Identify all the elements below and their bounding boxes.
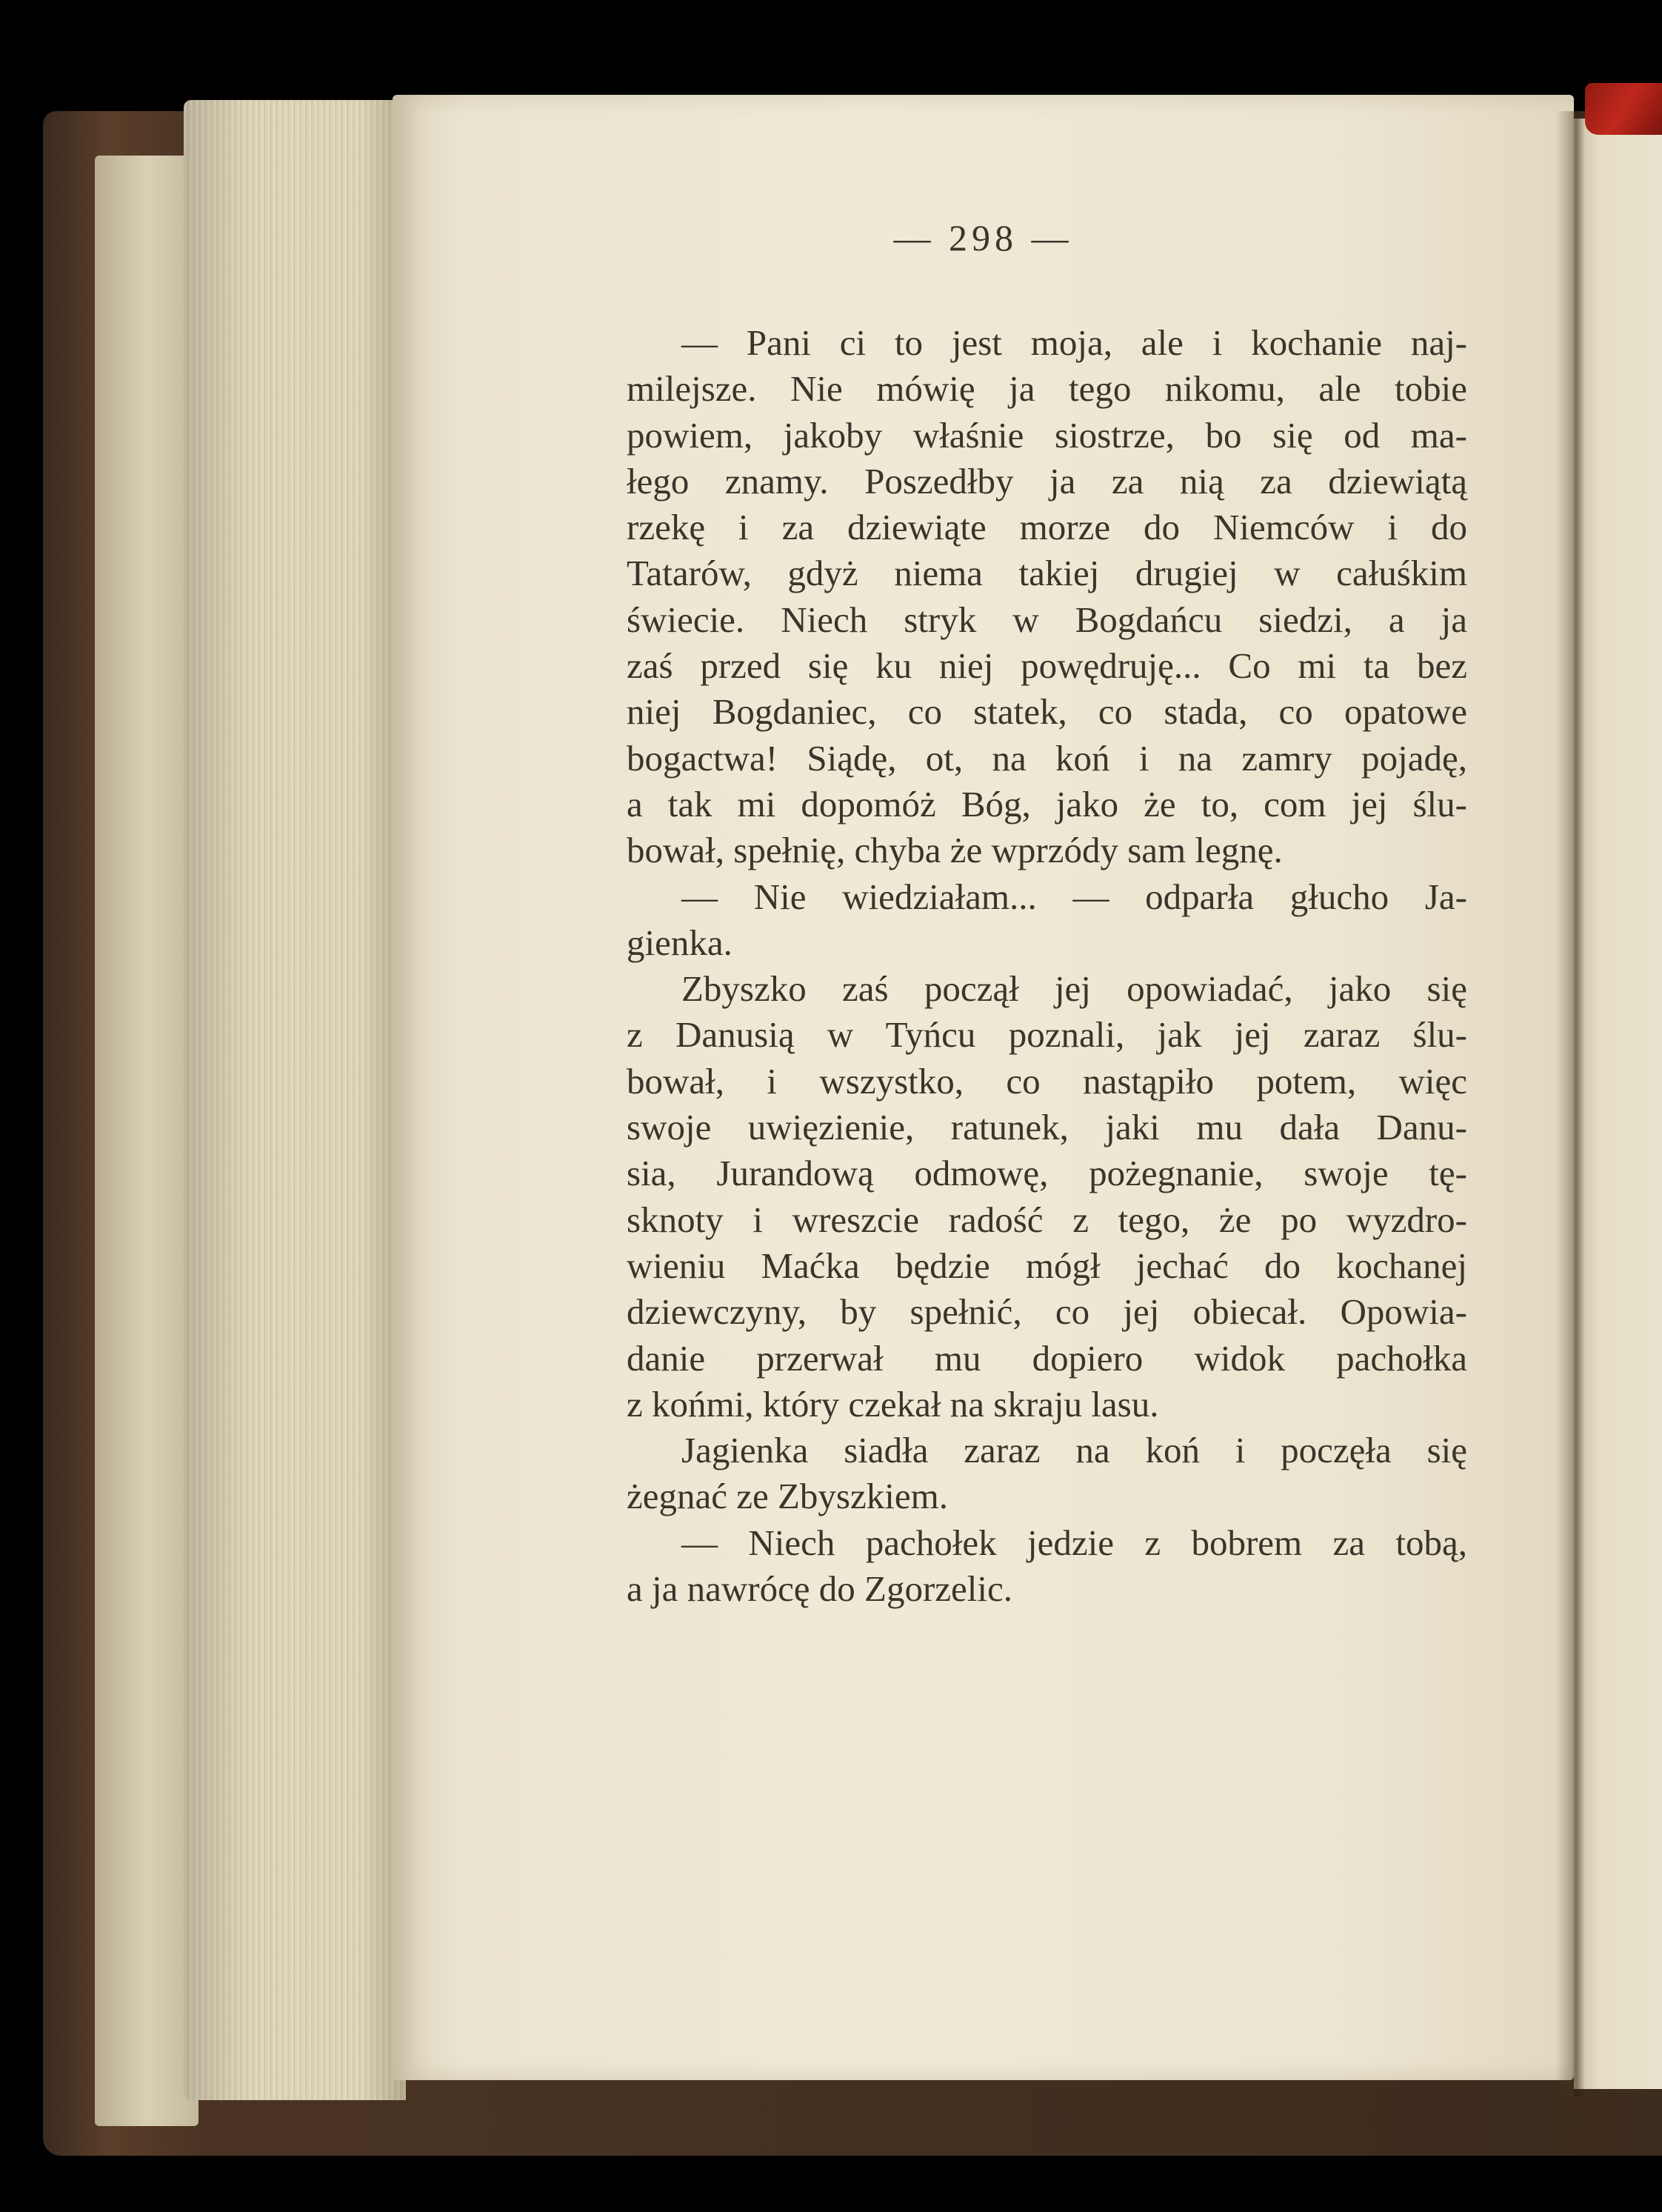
text-line: świecie. Niech stryk w Bogdańcu siedzi, a ja [627,599,1467,640]
book-gutter [1555,111,1585,2096]
text-line: — Nie wiedziałam... — odparła głucho Ja- [681,876,1467,917]
text-line: bował, spełnię, chyba że wprzódy sam legnę. [627,830,1283,871]
facing-page [1574,119,1662,2089]
text-line: dziewczyny, by spełnić, co jej obiecał. Opowia- [627,1291,1467,1333]
text-line: sknoty i wreszcie radość z tego, że po wyzdro- [627,1199,1467,1240]
text-line: wieniu Maćka będzie mógł jechać do kochanej [627,1245,1467,1286]
text-line: z Danusią w Tyńcu poznali, jak jej zaraz ślu- [627,1014,1467,1056]
page-number: — 298 — [893,217,1073,259]
text-line: swoje uwięzienie, ratunek, jaki mu dała Danu- [627,1107,1467,1148]
text-line: z końmi, który czekał na skraju lasu. [627,1383,1159,1425]
text-line: Zbyszko zaś począł jej opowiadać, jako się [681,968,1467,1010]
text-line: sia, Jurandową odmowę, pożegnanie, swoje tę- [627,1153,1467,1194]
text-line: rzekę i za dziewiąte morze do Niemców i do [627,507,1467,548]
text-line: a tak mi dopomóż Bóg, jako że to, com jej ślu- [627,783,1467,824]
text-line: zaś przed się ku niej powędruję... Co mi ta bez [627,645,1467,687]
text-line: bował, i wszystko, co nastąpiło potem, więc [627,1060,1467,1102]
page-text [627,320,1467,1612]
bookmark-ribbon [1585,83,1662,135]
text-line: łego znamy. Poszedłby ja za nią za dziewiątą [627,460,1467,502]
text-line: danie przerwał mu dopiero widok pachołka [627,1337,1467,1379]
cover-inner-board [95,156,198,2126]
text-line: żegnać ze Zbyszkiem. [627,1476,948,1517]
text-line: bogactwa! Siądę, ot, na koń i na zamry pojadę, [627,737,1467,779]
text-line: milejsze. Nie mówię ja tego nikomu, ale tobie [627,368,1467,410]
text-line: — Niech pachołek jedzie z bobrem za tobą, [681,1522,1467,1563]
text-line: Jagienka siadła zaraz na koń i poczęła się [681,1430,1467,1471]
text-line: gienka. [627,922,732,963]
text-line: — Pani ci to jest moja, ale i kochanie naj- [681,322,1467,363]
text-line: a ja nawrócę do Zgorzelic. [627,1568,1013,1610]
page-edges-shade [184,100,406,2100]
text-line: niej Bogdaniec, co statek, co stada, co opatowe [627,691,1467,733]
text-line: Tatarów, gdyż niema takiej drugiej w całuśkim [627,553,1467,594]
text-line: powiem, jakoby właśnie siostrze, bo się od ma- [627,414,1467,456]
